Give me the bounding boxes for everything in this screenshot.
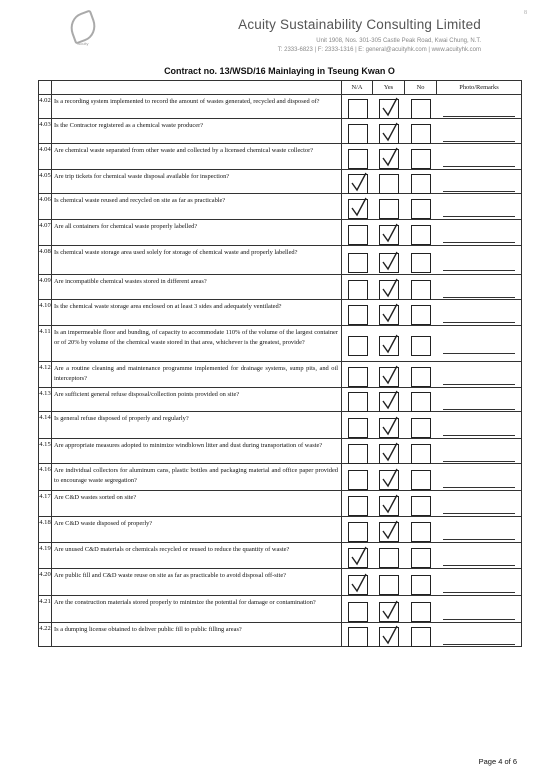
item-number: 4.17: [39, 491, 52, 517]
remarks-line: [443, 592, 516, 593]
no-cell: [405, 623, 437, 647]
checkbox-no[interactable]: [411, 575, 431, 595]
checkbox-na[interactable]: [348, 367, 368, 387]
na-cell: [342, 412, 373, 439]
checklist-row: [39, 517, 522, 543]
checklist-row: [39, 596, 522, 623]
item-number: 4.09: [39, 275, 52, 300]
remarks-cell[interactable]: [437, 464, 522, 491]
na-header: N/A: [342, 81, 373, 95]
na-cell: [342, 170, 373, 194]
remarks-cell[interactable]: [437, 275, 522, 300]
yes-cell: [373, 543, 405, 569]
no-cell: [405, 246, 437, 275]
checkbox-no[interactable]: [411, 367, 431, 387]
checkbox-na[interactable]: [348, 174, 368, 194]
na-cell: [342, 119, 373, 144]
contract-title: Contract no. 13/WSD/16 Mainlaying in Tseung Kwan O: [164, 66, 395, 76]
item-question: Are incompatible chemical wastes stored in different areas?: [52, 275, 342, 300]
yes-cell: [373, 300, 405, 326]
checkbox-na[interactable]: [348, 444, 368, 464]
remarks-cell[interactable]: [437, 170, 522, 194]
na-cell: [342, 194, 373, 220]
yes-cell: [373, 439, 405, 464]
item-question: Are C&D waste disposed of properly?: [52, 517, 342, 543]
checkbox-yes[interactable]: [379, 548, 399, 568]
item-question: Are all containers for chemical waste properly labelled?: [52, 220, 342, 246]
checkbox-na[interactable]: [348, 225, 368, 245]
checkbox-yes[interactable]: [379, 575, 399, 595]
checkmark-icon: [382, 334, 398, 354]
remarks-cell[interactable]: [437, 326, 522, 362]
checkbox-yes[interactable]: [379, 522, 399, 542]
no-cell: [405, 517, 437, 543]
item-question: Are individual collectors for aluminum cans, plastic bottles and packaging material and office paper provided to encourage waste segregation?: [52, 464, 342, 491]
na-cell: [342, 491, 373, 517]
item-question: Are a routine cleaning and maintenance programme implemented for drainage systems, sump pits, and oil interceptors?: [52, 362, 342, 388]
remarks-cell[interactable]: [437, 119, 522, 144]
item-question: Are appropriate measures adopted to minimize windblown litter and dust during transportation of waste?: [52, 439, 342, 464]
yes-cell: [373, 491, 405, 517]
checkbox-yes[interactable]: [379, 444, 399, 464]
checklist-row: [39, 300, 522, 326]
letterhead: [0, 0, 553, 62]
remarks-line: [443, 619, 516, 620]
no-cell: [405, 388, 437, 412]
item-number: 4.20: [39, 569, 52, 596]
remarks-line: [443, 216, 516, 217]
checkbox-no[interactable]: [411, 305, 431, 325]
na-cell: [342, 275, 373, 300]
yes-cell: [373, 144, 405, 170]
checkbox-no[interactable]: [411, 522, 431, 542]
remarks-cell[interactable]: [437, 362, 522, 388]
no-cell: [405, 362, 437, 388]
item-question: Are trip tickets for chemical waste disposal available for inspection?: [52, 170, 342, 194]
remarks-cell[interactable]: [437, 194, 522, 220]
question-header: [52, 81, 342, 95]
na-cell: [342, 464, 373, 491]
checkmark-icon: [351, 546, 367, 566]
checkbox-na[interactable]: [348, 392, 368, 412]
no-cell: [405, 275, 437, 300]
remarks-line: [443, 166, 516, 167]
na-cell: [342, 246, 373, 275]
checkbox-no[interactable]: [411, 548, 431, 568]
checkbox-no[interactable]: [411, 470, 431, 490]
checklist-row: [39, 412, 522, 439]
checkmark-icon: [382, 390, 398, 410]
checkbox-na[interactable]: [348, 305, 368, 325]
na-cell: [342, 220, 373, 246]
checkbox-yes[interactable]: [379, 253, 399, 273]
remarks-cell[interactable]: [437, 144, 522, 170]
remarks-line: [443, 384, 516, 385]
checklist-row: [39, 362, 522, 388]
checkbox-no[interactable]: [411, 392, 431, 412]
checklist-row: [39, 95, 522, 119]
checkbox-na[interactable]: [348, 496, 368, 516]
item-question: Is a dumping license obtained to deliver public fill to public filling areas?: [52, 623, 342, 647]
checklist-row: [39, 144, 522, 170]
checkbox-yes[interactable]: [379, 496, 399, 516]
item-number: 4.10: [39, 300, 52, 326]
checklist-row: [39, 543, 522, 569]
checkmark-icon: [382, 122, 398, 142]
checkbox-no[interactable]: [411, 149, 431, 169]
item-number: 4.02: [39, 95, 52, 119]
num-header: [39, 81, 52, 95]
item-number: 4.03: [39, 119, 52, 144]
no-cell: [405, 543, 437, 569]
item-question: Is chemical waste storage area used solely for storage of chemical waste and properly labelled?: [52, 246, 342, 275]
yes-cell: [373, 170, 405, 194]
remarks-line: [443, 353, 516, 354]
na-cell: [342, 439, 373, 464]
checkmark-icon: [382, 365, 398, 385]
company-contact: T: 2333-6823 | F: 2333-1316 | E: general@acuityhk.com | www.acuityhk.com: [277, 47, 481, 53]
remarks-line: [443, 270, 516, 271]
checkbox-na[interactable]: [348, 522, 368, 542]
checkmark-icon: [351, 573, 367, 593]
checklist-row: [39, 569, 522, 596]
remarks-line: [443, 409, 516, 410]
item-question: Is chemical waste reused and recycled on site as far as practicable?: [52, 194, 342, 220]
item-question: Is an impermeable floor and bunding, of capacity to accommodate 110% of the volume of the largest container or of 20% by volume of the chemical waste stored in that area, whichever is the greatest, provide?: [52, 326, 342, 362]
checklist-row: [39, 170, 522, 194]
remarks-line: [443, 191, 516, 192]
remarks-line: [443, 461, 516, 462]
checkbox-na[interactable]: [348, 280, 368, 300]
remarks-cell[interactable]: [437, 388, 522, 412]
checkmark-icon: [382, 147, 398, 167]
item-question: Are chemical waste separated from other waste and collected by a licensed chemical waste collector?: [52, 144, 342, 170]
checkbox-yes[interactable]: [379, 367, 399, 387]
yes-cell: [373, 596, 405, 623]
checkbox-yes[interactable]: [379, 124, 399, 144]
checklist-row: [39, 275, 522, 300]
yes-cell: [373, 412, 405, 439]
remarks-header: Photo/Remarks: [437, 81, 522, 95]
checkbox-na[interactable]: [348, 548, 368, 568]
page-number: Page 4 of 6: [478, 757, 517, 766]
checklist-table: [38, 80, 522, 647]
remarks-line: [443, 644, 516, 645]
checkbox-no[interactable]: [411, 444, 431, 464]
checkmark-icon: [382, 494, 398, 514]
yes-cell: [373, 326, 405, 362]
na-cell: [342, 144, 373, 170]
item-number: 4.18: [39, 517, 52, 543]
checkbox-yes[interactable]: [379, 149, 399, 169]
yes-cell: [373, 220, 405, 246]
checklist-row: [39, 623, 522, 647]
no-cell: [405, 412, 437, 439]
checklist-row: [39, 388, 522, 412]
checkmark-icon: [382, 416, 398, 436]
checkbox-yes[interactable]: [379, 602, 399, 622]
checklist-row: [39, 119, 522, 144]
checklist-row: [39, 439, 522, 464]
checkbox-na[interactable]: [348, 149, 368, 169]
checkbox-no[interactable]: [411, 253, 431, 273]
yes-header: Yes: [373, 81, 405, 95]
na-cell: [342, 362, 373, 388]
no-cell: [405, 569, 437, 596]
yes-cell: [373, 464, 405, 491]
remarks-cell[interactable]: [437, 596, 522, 623]
checkbox-na[interactable]: [348, 470, 368, 490]
checkbox-yes[interactable]: [379, 225, 399, 245]
yes-cell: [373, 246, 405, 275]
remarks-cell[interactable]: [437, 439, 522, 464]
checklist-row: [39, 194, 522, 220]
item-question: Are C&D wastes sorted on site?: [52, 491, 342, 517]
no-header: No: [405, 81, 437, 95]
checkbox-no[interactable]: [411, 496, 431, 516]
corner-mark: 8: [524, 10, 527, 16]
na-cell: [342, 300, 373, 326]
checkbox-yes[interactable]: [379, 336, 399, 356]
remarks-cell[interactable]: [437, 300, 522, 326]
item-number: 4.04: [39, 144, 52, 170]
checkbox-yes[interactable]: [379, 305, 399, 325]
na-cell: [342, 569, 373, 596]
na-cell: [342, 517, 373, 543]
item-number: 4.21: [39, 596, 52, 623]
checkbox-yes[interactable]: [379, 99, 399, 119]
yes-cell: [373, 623, 405, 647]
checkbox-no[interactable]: [411, 418, 431, 438]
checkbox-na[interactable]: [348, 124, 368, 144]
checkmark-icon: [382, 97, 398, 117]
checklist-row: [39, 220, 522, 246]
yes-cell: [373, 119, 405, 144]
remarks-line: [443, 297, 516, 298]
item-question: Are the construction materials stored properly to minimize the potential for damage or contamination?: [52, 596, 342, 623]
checkmark-icon: [351, 172, 367, 192]
item-question: Is the chemical waste storage area enclosed on at least 3 sides and adequately ventilated?: [52, 300, 342, 326]
item-question: Is general refuse disposed of properly and regularly?: [52, 412, 342, 439]
remarks-line: [443, 513, 516, 514]
checklist-row: [39, 491, 522, 517]
company-logo: [58, 13, 108, 51]
checkbox-yes[interactable]: [379, 280, 399, 300]
checkmark-icon: [382, 625, 398, 645]
no-cell: [405, 491, 437, 517]
checkbox-no[interactable]: [411, 336, 431, 356]
checkbox-na[interactable]: [348, 575, 368, 595]
na-cell: [342, 623, 373, 647]
na-cell: [342, 543, 373, 569]
yes-cell: [373, 275, 405, 300]
checkbox-no[interactable]: [411, 99, 431, 119]
remarks-cell[interactable]: [437, 569, 522, 596]
item-number: 4.16: [39, 464, 52, 491]
no-cell: [405, 220, 437, 246]
yes-cell: [373, 388, 405, 412]
yes-cell: [373, 95, 405, 119]
remarks-cell[interactable]: [437, 95, 522, 119]
yes-cell: [373, 517, 405, 543]
checkbox-yes[interactable]: [379, 174, 399, 194]
checkbox-no[interactable]: [411, 225, 431, 245]
no-cell: [405, 119, 437, 144]
yes-cell: [373, 362, 405, 388]
remarks-line: [443, 565, 516, 566]
checkbox-na[interactable]: [348, 627, 368, 647]
no-cell: [405, 144, 437, 170]
item-number: 4.05: [39, 170, 52, 194]
item-number: 4.14: [39, 412, 52, 439]
checkbox-na[interactable]: [348, 199, 368, 219]
na-cell: [342, 95, 373, 119]
checkbox-yes[interactable]: [379, 470, 399, 490]
remarks-line: [443, 322, 516, 323]
remarks-cell[interactable]: [437, 246, 522, 275]
table-header-row: [39, 81, 522, 95]
checkbox-yes[interactable]: [379, 418, 399, 438]
remarks-line: [443, 116, 516, 117]
checkbox-na[interactable]: [348, 336, 368, 356]
checkbox-no[interactable]: [411, 627, 431, 647]
no-cell: [405, 170, 437, 194]
checkbox-yes[interactable]: [379, 392, 399, 412]
checkbox-na[interactable]: [348, 99, 368, 119]
company-name: Acuity Sustainability Consulting Limited: [238, 17, 481, 32]
no-cell: [405, 439, 437, 464]
remarks-line: [443, 435, 516, 436]
item-question: Are unused C&D materials or chemicals recycled or reused to reduce the quantity of waste?: [52, 543, 342, 569]
checkbox-no[interactable]: [411, 602, 431, 622]
no-cell: [405, 464, 437, 491]
remarks-line: [443, 539, 516, 540]
remarks-cell[interactable]: [437, 491, 522, 517]
checkbox-na[interactable]: [348, 602, 368, 622]
checkmark-icon: [382, 468, 398, 488]
checkmark-icon: [351, 197, 367, 217]
item-question: Is the Contractor registered as a chemical waste producer?: [52, 119, 342, 144]
remarks-line: [443, 141, 516, 142]
checkbox-na[interactable]: [348, 418, 368, 438]
item-question: Is a recording system implemented to record the amount of wastes generated, recycled and disposed of?: [52, 95, 342, 119]
na-cell: [342, 388, 373, 412]
item-number: 4.12: [39, 362, 52, 388]
checklist-row: [39, 246, 522, 275]
item-number: 4.22: [39, 623, 52, 647]
checkmark-icon: [382, 442, 398, 462]
remarks-cell[interactable]: [437, 220, 522, 246]
checkbox-na[interactable]: [348, 253, 368, 273]
no-cell: [405, 194, 437, 220]
item-question: Are sufficient general refuse disposal/collection points provided on site?: [52, 388, 342, 412]
no-cell: [405, 300, 437, 326]
item-question: Are public fill and C&D waste reuse on site as far as practicable to avoid disposal off-site?: [52, 569, 342, 596]
item-number: 4.07: [39, 220, 52, 246]
yes-cell: [373, 569, 405, 596]
yes-cell: [373, 194, 405, 220]
item-number: 4.19: [39, 543, 52, 569]
item-number: 4.13: [39, 388, 52, 412]
checklist-row: [39, 464, 522, 491]
item-number: 4.08: [39, 246, 52, 275]
checkbox-no[interactable]: [411, 280, 431, 300]
remarks-cell[interactable]: [437, 517, 522, 543]
item-number: 4.15: [39, 439, 52, 464]
checkmark-icon: [382, 223, 398, 243]
checkmark-icon: [382, 520, 398, 540]
leaf-icon: [66, 9, 100, 44]
remarks-cell[interactable]: [437, 543, 522, 569]
na-cell: [342, 596, 373, 623]
item-number: 4.11: [39, 326, 52, 362]
no-cell: [405, 95, 437, 119]
no-cell: [405, 326, 437, 362]
checkmark-icon: [382, 600, 398, 620]
checkbox-yes[interactable]: [379, 199, 399, 219]
checkmark-icon: [382, 251, 398, 271]
item-number: 4.06: [39, 194, 52, 220]
na-cell: [342, 326, 373, 362]
checkbox-no[interactable]: [411, 124, 431, 144]
checkbox-no[interactable]: [411, 174, 431, 194]
checkmark-icon: [382, 278, 398, 298]
checkbox-no[interactable]: [411, 199, 431, 219]
remarks-cell[interactable]: [437, 412, 522, 439]
remarks-line: [443, 487, 516, 488]
no-cell: [405, 596, 437, 623]
checkbox-yes[interactable]: [379, 627, 399, 647]
checklist-row: [39, 326, 522, 362]
remarks-cell[interactable]: [437, 623, 522, 647]
logo-text: Acuity: [77, 41, 89, 46]
remarks-line: [443, 242, 516, 243]
checkmark-icon: [382, 303, 398, 323]
company-address: Unit 1908, Nos. 301-305 Castle Peak Road, Kwai Chung, N.T.: [316, 38, 481, 44]
